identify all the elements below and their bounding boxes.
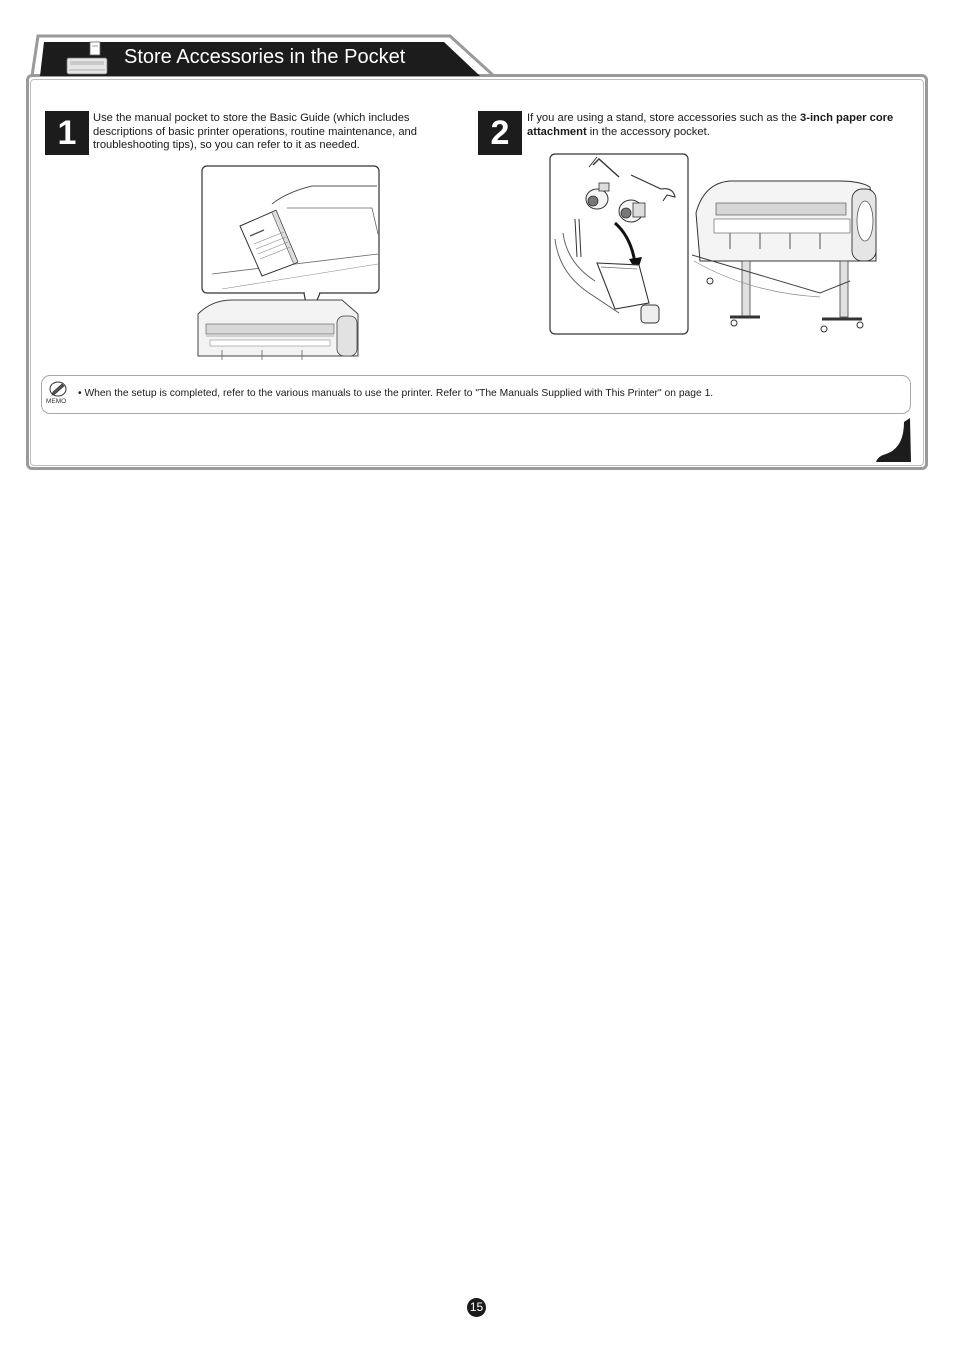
memo-pencil-icon bbox=[48, 380, 68, 398]
printer-with-stand-illustration bbox=[690, 173, 890, 335]
page-number: 15 bbox=[467, 1298, 486, 1317]
step-2-text-before: If you are using a stand, store accessories such as the bbox=[527, 112, 800, 124]
printer-manual-icon bbox=[64, 40, 110, 82]
memo-label: MEMO bbox=[46, 398, 67, 405]
step-1-text: Use the manual pocket to store the Basic Guide (which includes descriptions of basic printer operations, routine maintenance, and troubleshooting tips), so you can refer to it as needed. bbox=[93, 112, 418, 151]
step-2-text-after: in the accessory pocket. bbox=[586, 125, 710, 138]
step-number-1: 1 bbox=[45, 111, 89, 155]
memo-text: • When the setup is completed, refer to the various manuals to use the printer. Refer to "The Manuals Supplied with This Printer" on page 1. bbox=[78, 388, 714, 399]
step-2-text bbox=[527, 112, 911, 139]
step-2-text-bold: 3-inch paper core attachment bbox=[527, 112, 894, 138]
page-corner-decoration bbox=[874, 416, 914, 464]
printer-manual-pocket-illustration bbox=[192, 164, 382, 360]
page-title: Store Accessories in the Pocket bbox=[124, 46, 406, 68]
accessory-pocket-illustration bbox=[549, 153, 691, 336]
step-number-2: 2 bbox=[478, 111, 522, 155]
